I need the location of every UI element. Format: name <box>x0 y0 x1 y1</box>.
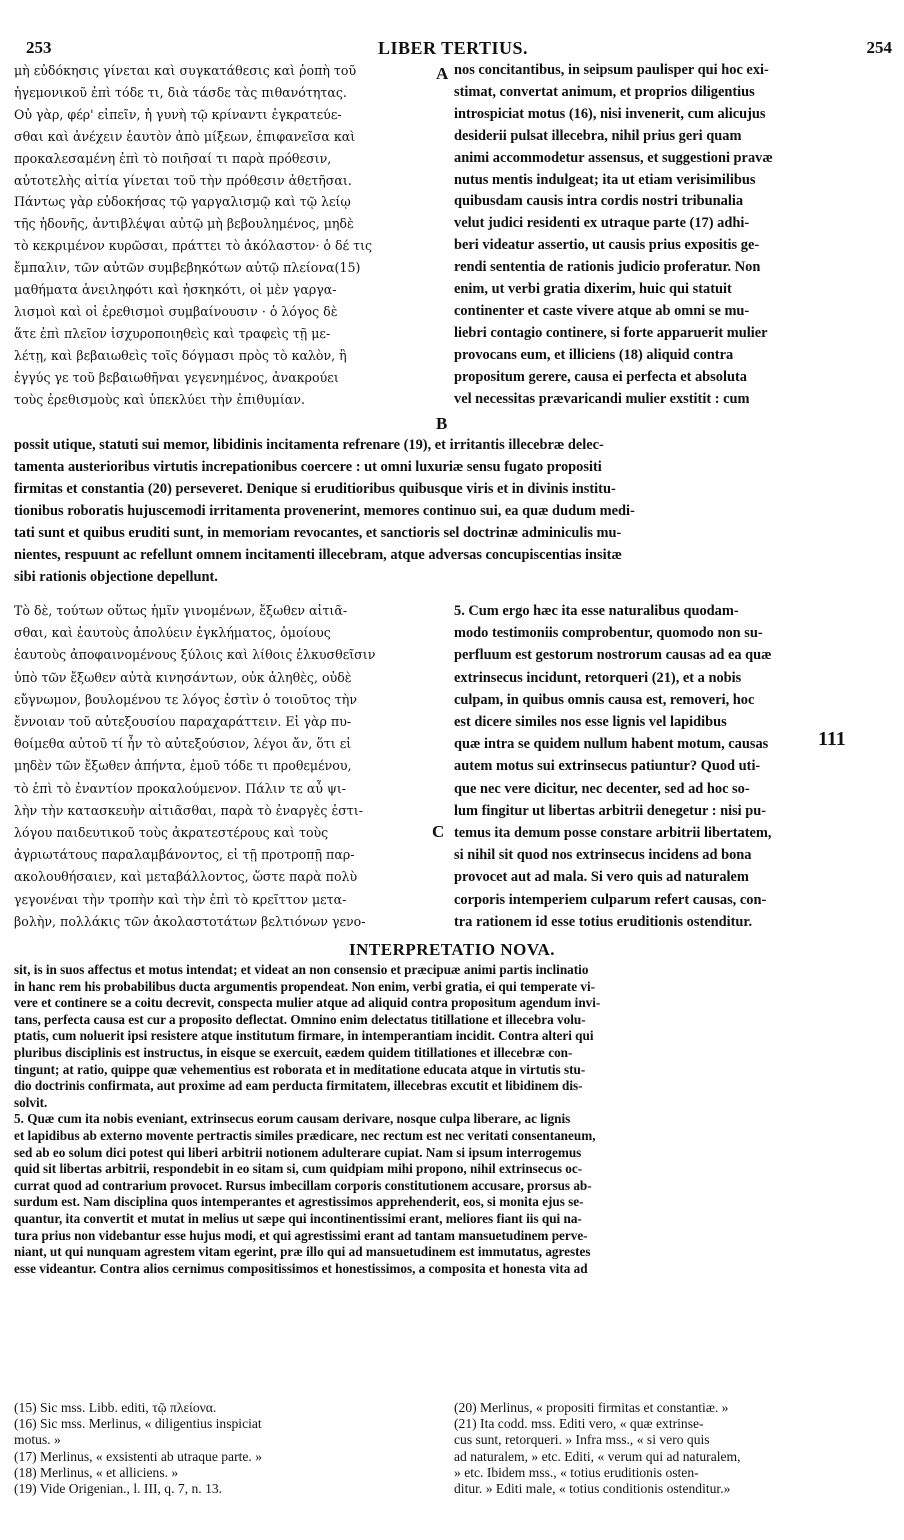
page-number-right: 254 <box>866 38 892 57</box>
latin-line: liebri contagio continere, si forte apparuerit mulier <box>454 324 768 341</box>
interpretatio-line: sit, is in suos affectus et motus intendat; et videat an non consensio et præcipuæ animi partis inclinatio <box>14 962 589 977</box>
latin-line: tamenta austerioribus virtutis increpationibus coercere : ut omni luxuriæ sensu fugato propositi <box>14 459 602 475</box>
greek-line: ἑαυτοὺς ἀποφαινομένους ξύλοις καὶ λίθοις ἑλκυσθεῖσιν <box>14 647 376 663</box>
latin-line: est dicere similes nos esse lignis vel lapidibus <box>454 714 727 731</box>
greek-line: εὔγνωμον, βουλομένου τε λόγος ἐστὶν ὁ τοιοῦτος τὴν <box>14 691 357 707</box>
latin-full-width <box>14 434 870 588</box>
greek-line: λὴν τὴν κατασκευὴν αἰτιᾶσθαι, παρὰ τὸ ἐναργὲς ἐστι- <box>14 802 363 818</box>
footnote-line: ditur. » Editi male, « totius conditionis ostenditur.» <box>454 1481 731 1497</box>
latin-line: extrinsecus incidunt, retorqueri (21), et a nobis <box>454 669 742 686</box>
greek-line: μηδὲν τῶν ἔξωθεν ἀπήντα, ἐμοῦ τόδε τι προθεμένου, <box>14 758 352 774</box>
greek-line: ἀγριωτάτους παραλαμβάνοντος, εἰ τῇ προτροπῇ παρ- <box>14 847 355 863</box>
latin-line: tionibus roboratis hujuscemodi irritamenta provenerint, memores continuo sui, ea quæ dudum medi- <box>14 503 635 519</box>
greek-line: βολὴν, πολλάκις τῶν ἀκολαστοτάτων βελτιόνων γενο- <box>14 913 366 929</box>
latin-line: propositum gerere, causa ei perfecta et absoluta <box>454 368 747 385</box>
latin-line: perfluum est gestorum nostrorum causas ad ea quæ <box>454 647 772 664</box>
interpretatio-line: tingunt; at ratio, quippe quæ vehementius est roborata et in meditatione educata atque in virtutis stu- <box>14 1061 586 1077</box>
latin-line: continenter et caste vivere atque ab omni se mu- <box>454 302 750 319</box>
greek-line: ἔννοιαν τοῦ αὐτεξουσίου παραχαράττειν. Εἰ γὰρ πυ- <box>14 714 352 730</box>
interpretatio-line: ptatis, cum noluerit ipsi resistere atque institutum firmare, in intemperantiam incidit. Contra alteri qui <box>14 1028 594 1044</box>
latin-line: vel necessitas prævaricandi mulier exstitit : cum <box>454 390 750 407</box>
interpretatio-line: pluribus disciplinis est instructus, in eisque se exercuit, eædem quidem titillationes et illecebræ con- <box>14 1044 573 1060</box>
greek-line: λόγου παιδευτικοῦ τοὺς ἀκρατεστέρους καὶ τοὺς <box>14 825 329 841</box>
footnote-line: (18) Merlinus, « et alliciens. » <box>14 1464 179 1480</box>
margin-marker-c: C <box>432 822 445 841</box>
footnote-line: motus. » <box>14 1432 61 1448</box>
footnote-line: (21) Ita codd. mss. Editi vero, « quæ extrinse- <box>454 1416 704 1432</box>
greek-line: θοίμεθα αὐτοῦ τί ἦν τὸ αὐτεξούσιον, λέγοι ἄν, ὅτι εἰ <box>14 736 352 752</box>
footnote-line: (17) Merlinus, « exsistenti ab utraque parte. » <box>14 1448 263 1464</box>
interpretatio-line: quantur, ita convertit et mutat in melius ut sæpe qui incontinentissimi erant, meliores fiant iis qui na- <box>14 1210 582 1226</box>
footnote-line: ad naturalem, » etc. Editi, « verum qui ad naturalem, <box>454 1448 741 1464</box>
latin-line: provocet aut ad mala. Si vero quis ad naturalem <box>454 869 749 886</box>
greek-line: Πάντως γὰρ εὐδοκήσας τῷ γαργαλισμῷ καὶ τῷ λείῳ <box>14 194 351 210</box>
footnote-line: (16) Sic mss. Merlinus, « diligentius inspiciat <box>14 1416 262 1432</box>
footnote-line: » etc. Ibidem mss., « totius eruditionis osten- <box>454 1464 699 1480</box>
latin-line: desiderii pulsat illecebra, nihil prius geri quam <box>454 127 742 144</box>
latin-line: nos concitantibus, in seipsum paulisper qui hoc exi- <box>454 62 769 78</box>
footnotes-left <box>14 1400 434 1497</box>
running-title: LIBER TERTIUS. <box>377 38 529 58</box>
greek-line: Τὸ δὲ, τούτων οὕτως ἡμῖν γινομένων, ἔξωθεν αἰτιᾶ- <box>14 603 348 618</box>
latin-line: rendi sententia de rationis judicio proferatur. Non <box>454 259 761 276</box>
interpretatio-line: esse videantur. Contra alios cernimus compositissimos et honestissimos, a composita et honesta vita ad <box>14 1260 588 1276</box>
latin-line: introspiciat motus (16), nisi invenerit, cum alicujus <box>454 105 766 122</box>
greek-line: λέτῃ, καὶ βεβαιωθεὶς τοῖς δόγμασι πρὸς τὸ καλὸν, ἢ <box>14 347 347 363</box>
margin-marker-b: B <box>436 414 448 433</box>
interpretatio-line: quid sit libertas arbitrii, respondebit in eo sitam si, cum quidpiam mihi propono, nihil extrinsecus oc- <box>14 1161 583 1177</box>
greek-line: μὴ εὐδόκησις γίνεται καὶ συγκατάθεσις καὶ ῥοπὴ τοῦ <box>14 63 357 78</box>
latin-line: temus ita demum posse constare arbitrii libertatem, <box>454 825 772 842</box>
latin-line: tra rationem id esse totius eruditionis ostenditur. <box>454 913 753 930</box>
greek-column-1 <box>14 60 432 411</box>
latin-line: enim, ut verbi gratia dixerim, huic qui statuit <box>454 281 732 298</box>
greek-line: γεγονέναι τὴν τροπὴν καὶ τὴν ἐπὶ τὸ κρεῖττον μετα- <box>14 891 347 907</box>
latin-line: velut judici residenti ex utraque parte (17) adhi- <box>454 215 750 232</box>
latin-column-1 <box>454 60 870 411</box>
greek-line: αὐτοτελὴς αἰτία γίνεται τοῦ τὴν πρόθεσιν ἀθετῆσαι. <box>14 172 352 188</box>
page-header <box>14 8 892 58</box>
greek-line: τὸ κεκριμένον κυρῶσαι, πράττει τὸ ἀκόλαστον· ὁ δέ τις <box>14 238 373 254</box>
latin-line: sibi rationis objectione depellunt. <box>14 569 218 585</box>
greek-line: ὑπὸ τῶν ἔξωθεν αὐτὰ κινησάντων, οὐκ ἀληθὲς, οὐδὲ <box>14 669 352 685</box>
footnotes-right <box>454 1400 870 1497</box>
footnote-line: (15) Sic mss. Libb. editi, τῷ πλείονα. <box>14 1400 217 1415</box>
interpretatio-line: tans, perfecta causa est cur a proposito deflectat. Omnino enim delectatus titillatione et illecebra volu- <box>14 1011 586 1027</box>
greek-column-2 <box>14 600 432 933</box>
latin-line: 5. Cum ergo hæc ita esse naturalibus quodam- <box>454 603 739 619</box>
latin-line: autem motus sui extrinsecus patiuntur? Quod uti- <box>454 758 761 775</box>
greek-line: τοὺς ἐρεθισμοὺς καὶ ὑπεκλύει τὴν ἐπιθυμίαν. <box>14 391 305 407</box>
greek-line: Οὐ γὰρ, φέρ' εἰπεῖν, ἡ γυνὴ τῷ κρίναντι ἐγκρατεύε- <box>14 106 342 122</box>
latin-line: quibusdam causis intra cordis nostri tribunalia <box>454 193 744 210</box>
latin-line: lum fingitur ut libertas arbitrii denegetur : nisi pu- <box>454 802 767 819</box>
latin-line: si nihil sit quod nos extrinsecus incidens ad bona <box>454 847 752 864</box>
margin-number: 111 <box>818 728 846 750</box>
footnote-line: (20) Merlinus, « propositi firmitas et constantiæ. » <box>454 1400 729 1415</box>
latin-line: stimat, convertat animum, et proprios diligentius <box>454 83 755 100</box>
interpretatio-line: dio doctrinis confirmata, aut proxime ad eam perducta firmitatem, illecebras excutit et libidinem dis- <box>14 1078 583 1094</box>
interpretatio-text <box>14 962 870 1277</box>
interpretatio-line: tura prius non videbantur esse hujus modi, et qui agrestissimi erant ad tantam mansuetudinem perve- <box>14 1227 588 1243</box>
greek-line: προκαλεσαμένη ἐπὶ τὸ ποιῆσαί τι παρὰ πρόθεσιν, <box>14 150 332 166</box>
greek-line: ἡγεμονικοῦ ἐπὶ τόδε τι, διὰ τάσδε τὰς πιθανότητας. <box>14 84 347 100</box>
page <box>14 8 892 58</box>
latin-line: tati sunt et quibus eruditi sunt, in memoriam revocantes, et sanctioris sel doctrinæ adminiculis mu- <box>14 525 622 541</box>
page-number-left: 253 <box>26 38 52 57</box>
greek-line: σθαι, καὶ ἑαυτοὺς ἀπολύειν ἐγκλήματος, ὁμοίους <box>14 625 331 641</box>
latin-line: animi accommodetur assensus, et suggestioni pravæ <box>454 149 773 166</box>
footnote-line: (19) Vide Origenian., l. III, q. 7, n. 13. <box>14 1481 223 1497</box>
margin-marker-a: A <box>436 64 449 83</box>
latin-line: beri videatur assertio, ut causis prius expositis ge- <box>454 237 760 254</box>
interpretatio-line: et lapidibus ab externo movente pertractis similes prædicare, nec rectum est nec veritati consentaneum, <box>14 1127 596 1143</box>
latin-line: quæ intra se quidem nullum habent motum, causas <box>454 736 769 753</box>
greek-line: ἐγγύς γε τοῦ βεβαιωθῆναι γεγενημένος, ἀνακρούει <box>14 369 339 385</box>
greek-line: τῆς ἡδονῆς, ἀντιβλέψαι αὐτῷ μὴ βεβουλημένος, μηδὲ <box>14 216 354 232</box>
interpretatio-line: currat quod ad contrarium provocet. Rursus imbecillam corporis constitutionem accusare, prorsus ab- <box>14 1177 592 1193</box>
interpretatio-line: vere et continere se a coitu decrevit, conspecta mulier atque ad aliquid contra propositum agendum invi- <box>14 995 601 1011</box>
latin-line: firmitas et constantia (20) perseveret. Denique si eruditioribus quibusque viris et in divinis institu- <box>14 481 616 497</box>
interpretatio-line: solvit. <box>14 1094 48 1110</box>
interpretatio-heading: INTERPRETATIO NOVA. <box>349 940 555 959</box>
latin-line: nutus mentis indulgeat; ita ut etiam verisimilibus <box>454 171 756 188</box>
interpretatio-line: niant, ut qui nunquam agrestem vitam egerint, præ illo qui ad mansuetudinem est immutatus, agrestes <box>14 1244 591 1260</box>
latin-column-2 <box>454 600 870 933</box>
greek-line: ακολουθήσαιεν, καὶ μεταβάλλοντος, ὥστε παρὰ πολὺ <box>14 869 358 885</box>
latin-line: nientes, respuunt ac refellunt omnem incitamenti illecebram, atque adversas concupiscentias insitæ <box>14 547 622 563</box>
latin-line: possit utique, statuti sui memor, libidinis incitamenta refrenare (19), et irritantis illecebræ delec- <box>14 437 604 453</box>
greek-line: μαθήματα ἀνειληφότι καὶ ἠσκηκότι, οἱ μὲν γαργα- <box>14 282 337 298</box>
greek-line: σθαι καὶ ἀνέχειν ἑαυτὸν ἀπὸ μίξεων, ἐπιφανεῖσα καὶ <box>14 128 356 144</box>
latin-line: culpam, in quibus omnis causa est, removeri, hoc <box>454 691 755 708</box>
greek-line: λισμοὶ καὶ οἱ ἐρεθισμοὶ συμβαίνουσιν · ὁ λόγος δὲ <box>14 303 338 319</box>
interpretatio-line: sed ab eo solum dici potest qui liberi arbitrii notionem adulterare cupiat. Nam si ipsum interrogemus <box>14 1144 582 1160</box>
greek-line: τὸ ἐπὶ τὸ ἐναντίον προκαλούμενον. Πάλιν τε αὖ ψι- <box>14 780 347 796</box>
latin-line: modo testimoniis comprobentur, quomodo non su- <box>454 625 763 642</box>
interpretatio-line: 5. Quæ cum ita nobis eveniant, extrinsecus eorum causam derivare, nosque culpa liberare, ac lignis <box>14 1111 571 1127</box>
latin-line: corporis intemperiem culparum refert causas, con- <box>454 891 767 908</box>
greek-line: ἔμπαλιν, τῶν αὐτῶν συμβεβηκότων αὐτῷ πλείονα(15) <box>14 260 361 276</box>
latin-line: que nec vere dicitur, nec decenter, sed ad hoc so- <box>454 780 750 797</box>
latin-line: provocans eum, et illiciens (18) aliquid contra <box>454 346 734 363</box>
footnote-line: cus sunt, retorqueri. » Infra mss., « si vero quis <box>454 1432 710 1448</box>
interpretatio-line: surdum est. Nam disciplina quos intemperantes et agrestissimos apprehenderit, eos, si monita ejus se- <box>14 1194 584 1210</box>
greek-line: ἅτε ἐπὶ πλεῖον ἰσχυροποιηθεὶς καὶ τραφεὶς τῇ με- <box>14 325 331 341</box>
interpretatio-line: in hanc rem his probabilibus ducta argumentis propendeat. Non enim, verbi gratia, ei qui temperate vi- <box>14 978 596 994</box>
